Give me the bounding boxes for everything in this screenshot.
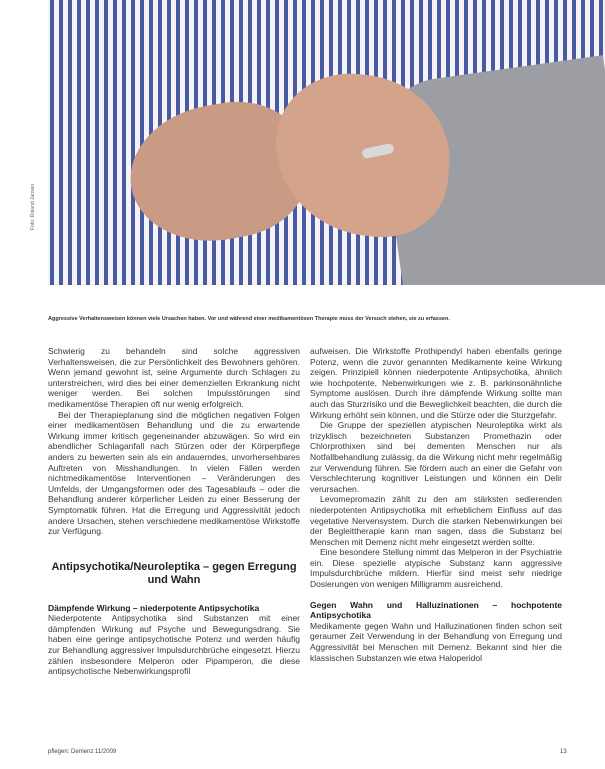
right-paragraph-4: Eine besondere Stellung nimmt das Melperon in der Psychiatrie ein. Diese spezielle atypische Substanz kann aggressive Impulsdurchbrüche mildern. Hierfür sind meist sehr niedrige Dosierungen von wenigen Milligramm ausreichend. — [310, 547, 562, 590]
right-paragraph-2: Die Gruppe der speziellen atypischen Neuroleptika wirkt als trizyklisch bezeichneten Substanzen Promethazin oder Chlorprothixen sind bei dementen Menschen nur als Notfallbehandlung zulässig, da die Wirkung nicht mehr regelmäßig zur Verwendung führen. Sie fördern auch an einer die Gefahr von Verschlechterung kognitiver Leistungen und können ein Delir verursachen. — [310, 420, 562, 494]
hero-photo — [0, 0, 605, 300]
photo-margin-bottom — [0, 285, 605, 300]
photo-caption: Aggressive Verhaltensweisen können viele Ursachen haben. Vor und während einer medikamentösen Therapie muss der Versuch stehen, sie zu erfassen. — [48, 316, 450, 322]
right-column — [310, 346, 562, 663]
right-paragraph-3: Levomepromazin zählt zu den am stärksten sedierenden niederpotenten Antipsychotika mit erheblichem Einfluss auf das vegetative Nervensystem. Durch die starken Nebenwirkungen bei der Begleittherapie kann man sagen, dass die Substanz bei Menschen mit Demenz nicht mehr eingesetzt werden sollte. — [310, 494, 562, 547]
photo-credit: Foto: Roland Jansen — [30, 183, 36, 230]
section-heading: Antipsychotika/Neuroleptika – gegen Erregung und Wahn — [51, 560, 297, 586]
left-paragraph-2: Bei der Therapieplanung sind die möglichen negativen Folgen einer medikamentösen Behandlung und die zu erwartende Wirkung immer kritisch gegeneinander abzuwägen. So wird ein abendlicher Schlaganfall nach Stürzen oder der Körperpflege anders zu bewerten sein als ein andauerndes, unvorhersehbares Auftreten von Misshandlungen. In vielen Fällen werden nichtmedikamentöse Interventionen – Veränderungen des Umfelds, der Umgangsformen oder des Tagesablaufs – oder die Behandlung anderer körperlicher Leiden zu einer Besserung der Symptomatik führen. Hat die Erregung und Aggressivität jedoch andere Ursachen, stehen verschiedene medikamentöse Wirkstoffe zur Verfügung. — [48, 409, 300, 537]
right-sub-heading: Gegen Wahn und Halluzinationen – hochpotente Antipsychotika — [310, 599, 562, 621]
photo-margin-left — [0, 0, 48, 300]
left-paragraph-3: Niederpotente Antipsychotika sind Substanzen mit einer dämpfenden Wirkung auf Psyche und Bewegungsdrang. Sie haben eine geringe antipsychotische Potenz und werden häufig zur Behandlung aggressiver Impulsdurchbrüche eingesetzt. Hierzu zählen insbesondere Melperon oder Pipamperon, die diese antipsychotische Nebenwirkungsprofil — [48, 613, 300, 677]
footer-page-number: 13 — [560, 749, 567, 755]
left-paragraph-1: Schwierig zu behandeln sind solche aggressiven Verhaltensweisen, die zur Persönlichkeit des Bewohners gehören. Wenn jemand gewohnt ist, seine Argumente durch Schlagen zu unterstreichen, wird dies bei einer demenziellen Erkrankung nicht weniger werden. Bei solchen Impulsstörungen sind medikamentöse Therapien oft nur wenig erfolgreich. — [48, 346, 300, 409]
right-paragraph-5: Medikamente gegen Wahn und Halluzinationen finden schon seit geraumer Zeit Verwendung in der Behandlung von Erregung und Aggressivität bei Menschen mit Demenz. Bekannt sind hier die klassischen Substanzen wie etwa Haloperidol — [310, 620, 562, 663]
footer-magazine: pflegen: Demenz 11/2009 — [48, 749, 117, 755]
left-sub-heading: Dämpfende Wirkung – niederpotente Antipsychotika — [48, 602, 260, 613]
right-paragraph-1: aufweisen. Die Wirkstoffe Prothipendyl haben ebenfalls geringe Potenz, wenn die zuvor genannten Medikamente keine Wirkung zeigen. Prinzipiell können niederpotente Antipsychotika, ähnlich wie hochpotente, Nebenwirkungen wie z. B. parkinsonähnliche Symptome auslösen. Durch ihre dämpfende Wirkung sollte man auch das Sturzrisiko und die Beweglichkeit beachten, die durch die Wirkung erhöht sein können, und die Stürze oder die Sturzgefahr. — [310, 346, 562, 420]
left-column — [48, 346, 300, 677]
